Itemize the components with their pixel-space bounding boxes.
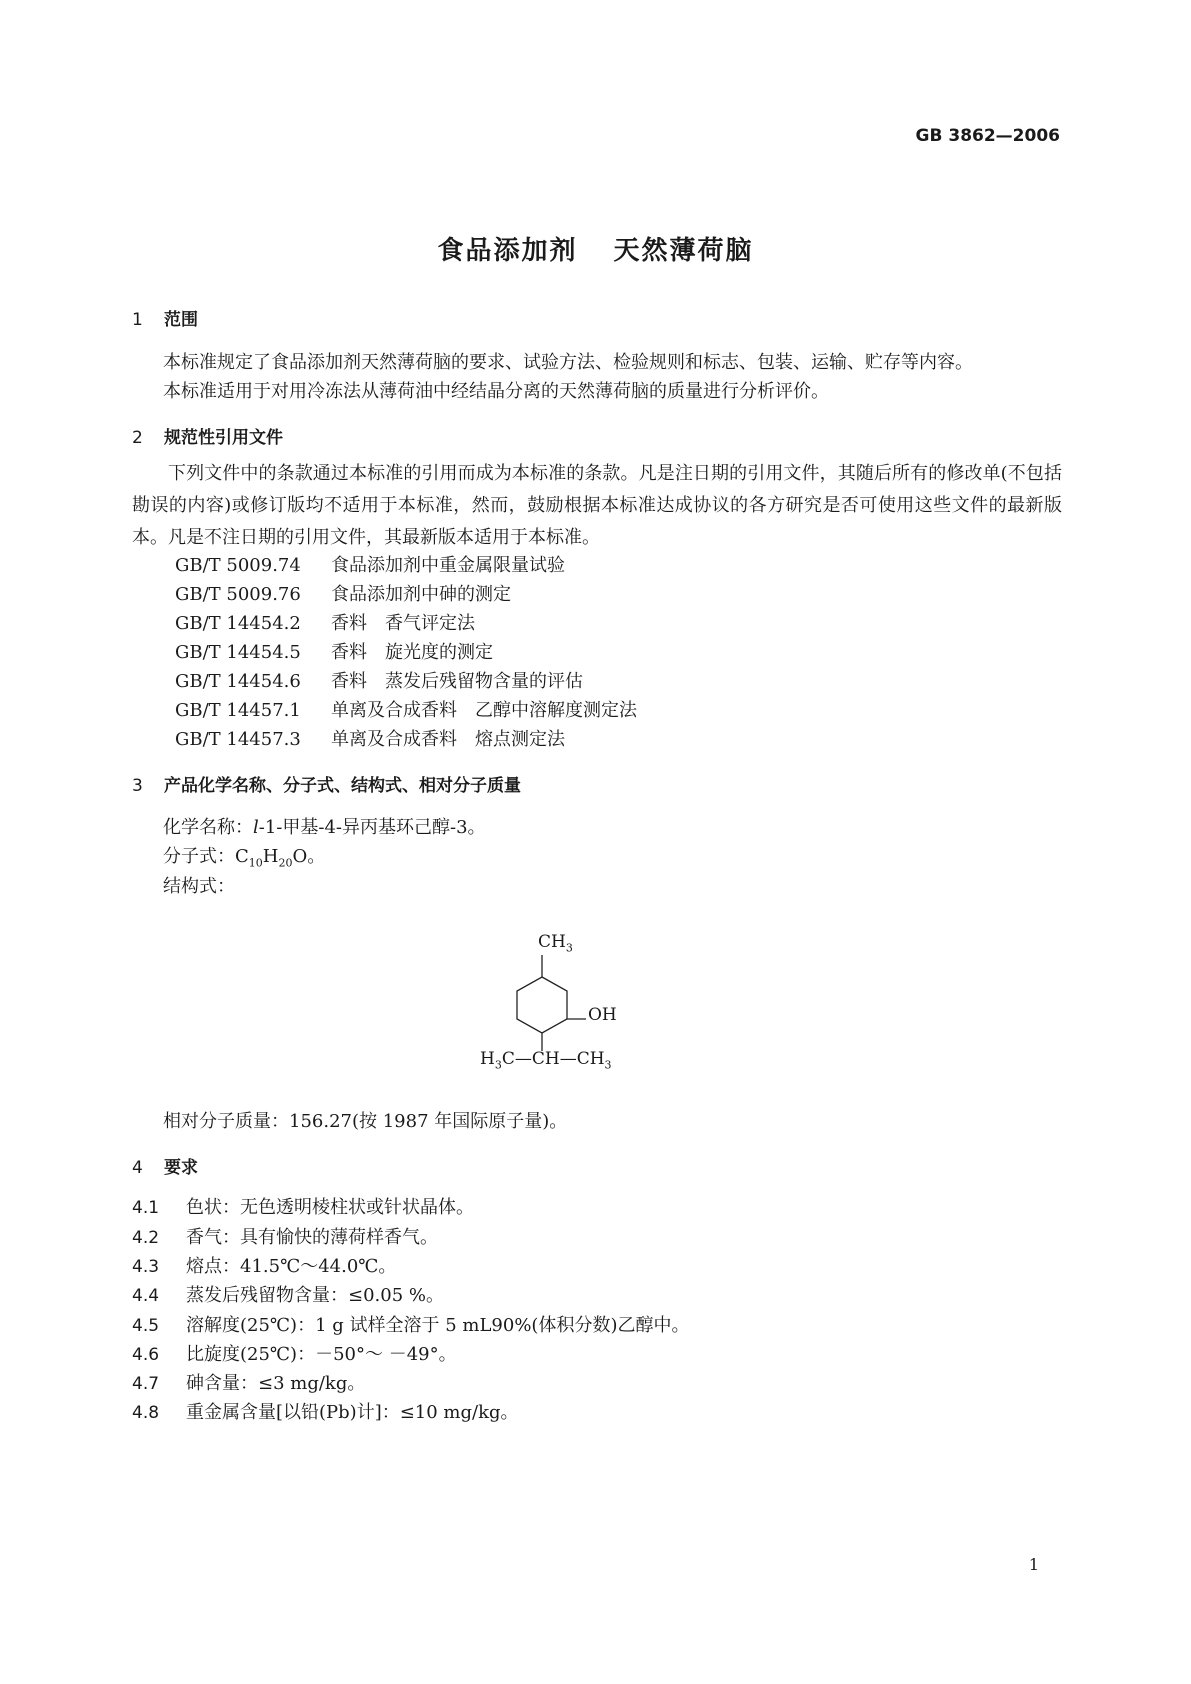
molecular-formula — [163, 842, 325, 870]
struct-mid-ch: CH — [531, 1049, 560, 1069]
structure-label: 结构式： — [163, 876, 235, 897]
requirement-item — [132, 1340, 457, 1366]
req-number: 4.7 — [132, 1374, 160, 1394]
struct-bottom-chain — [480, 1049, 612, 1071]
struct-dash-1: — — [514, 1049, 532, 1069]
ref-code: GB/T 5009.76 — [175, 584, 301, 605]
section-2-heading — [132, 423, 283, 448]
ref-code: GB/T 14457.3 — [175, 729, 301, 750]
ref-title: 香料 蒸发后残留物含量的评估 — [331, 671, 583, 692]
req-text: 色状：无色透明棱柱状或针状晶体。 — [186, 1197, 474, 1218]
section-1-heading — [132, 305, 198, 330]
ref-code: GB/T 5009.74 — [175, 555, 301, 576]
molecular-mass: 相对分子质量：156.27(按 1987 年国际原子量)。 — [163, 1111, 568, 1132]
section-3-heading — [132, 771, 521, 796]
struct-top-ch3 — [538, 932, 573, 954]
req-number: 4.1 — [132, 1198, 160, 1218]
section-4-heading — [132, 1153, 198, 1178]
formula-o: O。 — [292, 846, 326, 867]
formula-c: C — [235, 846, 249, 867]
ref-title: 食品添加剂中砷的测定 — [331, 584, 511, 605]
req-number: 4.6 — [132, 1345, 160, 1365]
req-number: 4.3 — [132, 1257, 160, 1277]
ref-title: 食品添加剂中重金属限量试验 — [331, 555, 565, 576]
section-title: 产品化学名称、分子式、结构式、相对分子质量 — [164, 776, 521, 796]
section-number: 3 — [132, 776, 143, 796]
struct-right-ch: CH — [576, 1049, 605, 1069]
ref-item — [175, 667, 583, 693]
req-number: 4.4 — [132, 1286, 160, 1306]
ref-item — [175, 638, 493, 664]
requirement-item — [132, 1398, 519, 1424]
struct-top-text: CH — [538, 932, 566, 952]
struct-left-c: C — [501, 1049, 515, 1069]
ref-title: 单离及合成香料 乙醇中溶解度测定法 — [331, 700, 637, 721]
requirement-item — [132, 1369, 365, 1395]
section-title: 规范性引用文件 — [164, 428, 283, 448]
requirement-item — [132, 1223, 438, 1249]
requirement-item — [132, 1193, 474, 1219]
menthol-structure — [480, 955, 640, 1045]
page-number: 1 — [1028, 1555, 1039, 1574]
normative-intro: 下列文件中的条款通过本标准的引用而成为本标准的条款。凡是注日期的引用文件，其随后所有的修改单(不包括勘误的内容)或修订版均不适用于本标准，然而，鼓励根据本标准达成协议的各方研究是否可使用这些文件的最新版本。凡是不注日期的引用文件，其最新版本适用于本标准。 — [132, 463, 1062, 548]
formula-c-sub: 10 — [248, 856, 263, 870]
section-title: 范围 — [164, 310, 198, 330]
section-number: 1 — [132, 310, 143, 330]
req-number: 4.2 — [132, 1228, 160, 1248]
req-text: 香气：具有愉快的薄荷样香气。 — [186, 1227, 438, 1248]
requirement-item — [132, 1311, 689, 1337]
scope-line-2: 本标准适用于对用冷冻法从薄荷油中经结晶分离的天然薄荷脑的质量进行分析评价。 — [163, 381, 829, 402]
standard-number: GB 3862—2006 — [915, 126, 1060, 146]
ref-item — [175, 580, 511, 606]
chem-name-value: -1-甲基-4-异丙基环己醇-3。 — [258, 817, 486, 838]
chem-name-label: 化学名称： — [163, 817, 253, 838]
struct-left-sub: 3 — [494, 1058, 502, 1072]
ref-title: 香料 旋光度的测定 — [331, 642, 493, 663]
title-part-2: 天然薄荷脑 — [613, 236, 754, 266]
formula-h-sub: 20 — [278, 856, 293, 870]
cyclohexane-ring — [517, 977, 567, 1033]
scope-line-1: 本标准规定了食品添加剂天然薄荷脑的要求、试验方法、检验规则和标志、包装、运输、贮存等内容。 — [163, 352, 973, 373]
section-title: 要求 — [164, 1158, 198, 1178]
ref-code: GB/T 14454.5 — [175, 642, 301, 663]
chem-name-prefix: l — [253, 817, 259, 838]
ref-code: GB/T 14457.1 — [175, 700, 301, 721]
req-text: 蒸发后残留物含量：≤0.05 %。 — [186, 1285, 444, 1306]
struct-dash-2: — — [559, 1049, 577, 1069]
requirement-item — [132, 1252, 396, 1278]
req-text: 重金属含量[以铅(Pb)计]：≤10 mg/kg。 — [186, 1402, 519, 1423]
struct-left-h: H — [480, 1049, 495, 1069]
title-part-1: 食品添加剂 — [437, 236, 578, 266]
formula-label: 分子式： — [163, 846, 235, 867]
ref-item — [175, 696, 637, 722]
section-number: 2 — [132, 428, 143, 448]
req-number: 4.8 — [132, 1403, 160, 1423]
struct-oh: OH — [588, 1005, 617, 1025]
req-text: 比旋度(25℃)：－50°～ －49°。 — [186, 1344, 457, 1365]
ref-title: 单离及合成香料 熔点测定法 — [331, 729, 565, 750]
chemical-name — [163, 813, 486, 839]
page-title — [0, 230, 1191, 267]
req-text: 熔点：41.5℃～44.0℃。 — [186, 1256, 397, 1277]
struct-right-sub: 3 — [604, 1058, 612, 1072]
req-number: 4.5 — [132, 1316, 160, 1336]
ref-item — [175, 551, 565, 577]
ref-code: GB/T 14454.6 — [175, 671, 301, 692]
ref-title: 香料 香气评定法 — [331, 613, 475, 634]
ref-code: GB/T 14454.2 — [175, 613, 301, 634]
section-number: 4 — [132, 1158, 143, 1178]
ref-item — [175, 609, 475, 635]
requirement-item — [132, 1281, 444, 1307]
struct-top-sub: 3 — [565, 941, 573, 955]
req-text: 砷含量：≤3 mg/kg。 — [186, 1373, 366, 1394]
ref-item — [175, 725, 565, 751]
formula-h: H — [262, 846, 279, 867]
req-text: 溶解度(25℃)：1 g 试样全溶于 5 mL90%(体积分数)乙醇中。 — [186, 1315, 690, 1336]
